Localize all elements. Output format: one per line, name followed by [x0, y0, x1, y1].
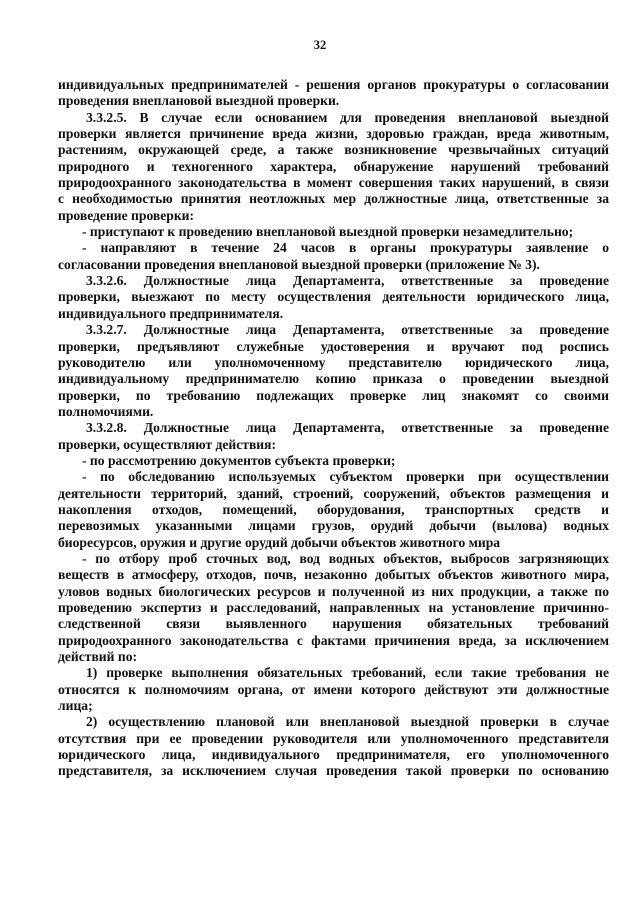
text-line: веществ в атмосферу, отходов, почв, незаконно добытых объектов животного мира, [58, 567, 609, 583]
text-line: 3.3.2.7. Должностные лица Департамента, ответственные за проведение [86, 322, 609, 338]
text-line: лица; [58, 698, 93, 714]
text-line: следственной связи выявленного нарушения обязательных требований [58, 616, 609, 632]
text-line: проверки, по требованию подлежащих проверке лиц знакомят со своими [58, 387, 609, 403]
text-line: - приступают к проведению внеплановой выездной проверки незамедлительно; [82, 224, 574, 240]
text-line: отсутствия при ее проведении руководителя или уполномоченного представителя [58, 730, 609, 746]
text-line: - по рассмотрению документов субъекта проверки; [82, 452, 396, 468]
text-line: природоохранного законодательства в момент совершения таких нарушений, в связи [58, 175, 609, 191]
text-line: проведению экспертиз и расследований, направленных на установление причинно- [58, 600, 609, 615]
text-line: - по отбору проб сточных вод, вод водных объектов, выбросов загрязняющих [82, 550, 609, 566]
document-body [58, 77, 609, 780]
text-line: представителя, за исключением случая проведения такой проверки по основанию [58, 763, 609, 779]
text-line: руководителю или уполномоченному представителю юридического лица, [58, 354, 609, 370]
text-line: проверки, осуществляют действия: [58, 436, 277, 452]
text-line: с необходимостью принятия неотложных мер должностные лица, ответственные за [58, 191, 609, 207]
text-line: перевозимых указанными лицами грузов, орудий добычи (вылова) водных [58, 518, 609, 534]
text-line: 1) проверке выполнения обязательных требований, если такие требования не [86, 665, 609, 681]
text-line: 2) осуществлению плановой или внеплановой выездной проверки в случае [86, 714, 609, 730]
text-line: индивидуальному предпринимателю копию приказа о проведении выездной [58, 371, 609, 387]
text-line: природного и техногенного характера, обнаружение нарушений требований [58, 158, 609, 174]
text-line: природоохранного законодательства с фактами причинения вреда, за исключением [58, 632, 609, 648]
text-line: - направляют в течение 24 часов в органы прокуратуры заявление о [82, 240, 609, 256]
text-line: действий по: [58, 649, 138, 665]
text-line: биоресурсов, оружия и другие орудий добычи объектов животного мира [58, 534, 501, 550]
text-line: проведение проверки: [58, 207, 195, 223]
text-line: 3.3.2.6. Должностные лица Департамента, ответственные за проведение [86, 273, 609, 289]
text-line: накопления отходов, помещений, оборудования, транспортных средств и [58, 501, 609, 517]
text-line: полномочиями. [58, 403, 154, 419]
text-line: растениям, окружающей среде, а также возникновение чрезвычайных ситуаций [58, 142, 609, 158]
text-line: проведения внеплановой выездной проверки. [58, 93, 340, 109]
text-line: относятся к полномочиям органа, от имени которого действуют эти должностные [58, 681, 609, 697]
text-line: 3.3.2.5. В случае если основанием для проведения внеплановой выездной [86, 109, 609, 125]
text-line: индивидуального предпринимателя. [58, 305, 284, 321]
text-line: проверки, предъявляют служебные удостоверения и вручают под роспись [58, 338, 609, 354]
text-line: индивидуальных предпринимателей - решения органов прокуратуры о согласовании [58, 77, 609, 92]
text-line: проверки, выезжают по месту осуществления деятельности юридического лица, [58, 289, 609, 305]
text-line: 3.3.2.8. Должностные лица Департамента, ответственные за проведение [86, 420, 609, 436]
text-line: уловов водных биологических ресурсов и полученной из них продукции, а также по [58, 583, 609, 599]
page-number: 32 [313, 38, 327, 52]
text-line: - по обследованию используемых субъектом проверки при осуществлении [82, 469, 609, 485]
text-line: проверки является причинение вреда жизни, здоровью граждан, вреда животным, [58, 126, 609, 142]
text-line: юридического лица, индивидуального предпринимателя, его уполномоченного [58, 747, 609, 763]
text-line: деятельности территорий, зданий, строений, сооружений, объектов размещения и [58, 485, 609, 501]
text-line: согласовании проведения внеплановой выездной проверки (приложение № 3). [58, 256, 540, 272]
